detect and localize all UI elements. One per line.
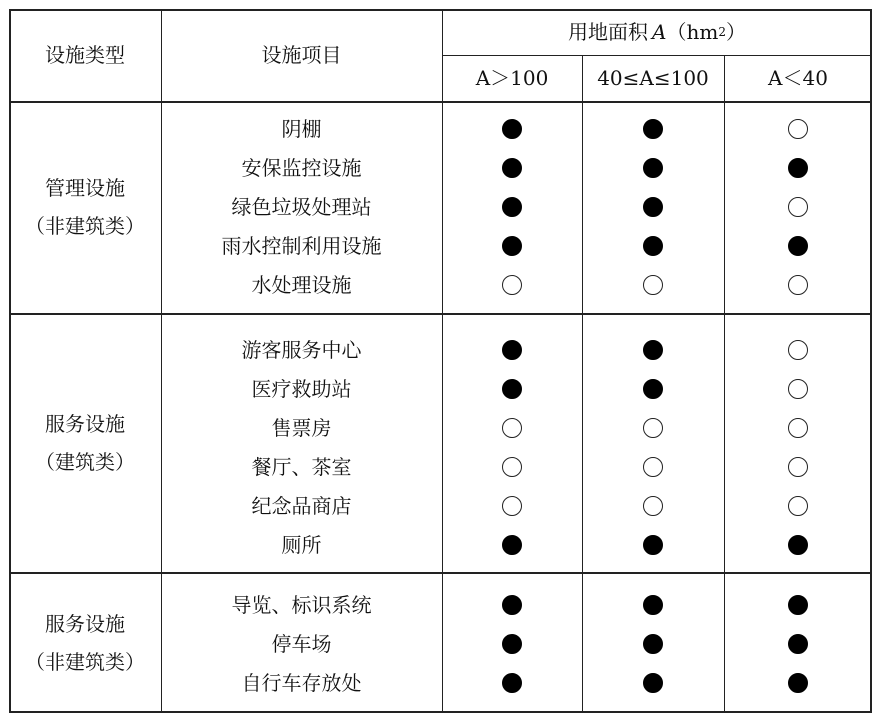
required-mark	[502, 595, 522, 615]
optional-mark	[502, 275, 522, 295]
facility-item: 售票房	[271, 416, 332, 440]
optional-mark	[643, 275, 663, 295]
group-category	[9, 101, 161, 313]
required-mark	[643, 340, 663, 360]
facility-item: 绿色垃圾处理站	[231, 195, 372, 219]
facility-item: 医疗救助站	[251, 377, 352, 401]
facility-table	[9, 9, 872, 713]
optional-mark	[788, 496, 808, 516]
required-mark	[502, 197, 522, 217]
facility-item: 厕所	[281, 533, 322, 557]
optional-mark	[502, 418, 522, 438]
header-sub-rule	[442, 55, 872, 56]
facility-item: 导览、标识系统	[231, 593, 372, 617]
required-mark	[643, 119, 663, 139]
required-mark	[502, 379, 522, 399]
group-category-line2: （非建筑类）	[25, 214, 145, 238]
header-col-under-40: A＜40	[768, 66, 828, 90]
required-mark	[788, 236, 808, 256]
required-mark	[643, 158, 663, 178]
group-category-line1: 服务设施	[45, 411, 125, 436]
required-mark	[643, 634, 663, 654]
required-mark	[643, 535, 663, 555]
optional-mark	[502, 457, 522, 477]
header-facility-item: 设施项目	[261, 43, 342, 67]
border-top	[9, 9, 872, 11]
optional-mark	[643, 457, 663, 477]
col-rule	[582, 55, 583, 713]
header-col-over-100: A＞100	[475, 66, 549, 90]
required-mark	[788, 673, 808, 693]
optional-mark	[788, 418, 808, 438]
facility-item: 自行车存放处	[241, 671, 362, 695]
group-category	[9, 313, 161, 572]
optional-mark	[643, 418, 663, 438]
facility-item: 纪念品商店	[251, 494, 352, 518]
required-mark	[502, 340, 522, 360]
group-category-line1: 管理设施	[45, 176, 125, 200]
required-mark	[502, 119, 522, 139]
border-right	[870, 9, 872, 713]
required-mark	[788, 634, 808, 654]
group-category	[9, 572, 161, 713]
optional-mark	[788, 197, 808, 217]
optional-mark	[788, 379, 808, 399]
required-mark	[502, 535, 522, 555]
optional-mark	[788, 340, 808, 360]
required-mark	[643, 379, 663, 399]
border-bottom	[9, 711, 872, 713]
required-mark	[643, 595, 663, 615]
area-unit-close: ）	[725, 20, 746, 44]
group-rule	[9, 572, 872, 574]
area-title-prefix: 用地面积	[568, 20, 649, 44]
facility-item: 安保监控设施	[241, 156, 362, 180]
optional-mark	[788, 275, 808, 295]
group-category-line2: （非建筑类）	[25, 649, 145, 674]
area-variable: A	[652, 20, 667, 44]
required-mark	[643, 197, 663, 217]
group-rule	[9, 313, 872, 315]
required-mark	[788, 158, 808, 178]
required-mark	[788, 535, 808, 555]
facility-item: 雨水控制利用设施	[221, 234, 382, 258]
optional-mark	[502, 496, 522, 516]
facility-item: 餐厅、茶室	[251, 455, 352, 479]
facility-item: 阴棚	[281, 117, 322, 141]
border-left	[9, 9, 11, 713]
col-rule	[724, 55, 725, 713]
header-col-40-to-100: 40≤A≤100	[597, 66, 709, 90]
facility-item: 停车场	[271, 632, 332, 656]
group-category-line2: （建筑类）	[35, 449, 135, 474]
required-mark	[502, 236, 522, 256]
required-mark	[643, 236, 663, 256]
area-unit-open: （hm	[666, 20, 719, 44]
facility-item: 水处理设施	[251, 273, 352, 297]
required-mark	[502, 673, 522, 693]
required-mark	[788, 595, 808, 615]
required-mark	[643, 673, 663, 693]
col-rule	[161, 9, 162, 713]
header-facility-type: 设施类型	[45, 43, 125, 67]
group-category-line1: 服务设施	[45, 611, 125, 636]
header-land-area	[442, 9, 872, 55]
required-mark	[502, 634, 522, 654]
col-rule	[442, 9, 443, 713]
optional-mark	[643, 496, 663, 516]
header-rule	[9, 101, 872, 103]
optional-mark	[788, 119, 808, 139]
optional-mark	[788, 457, 808, 477]
required-mark	[502, 158, 522, 178]
area-unit-exponent: 2	[718, 25, 726, 39]
facility-item: 游客服务中心	[241, 338, 362, 362]
